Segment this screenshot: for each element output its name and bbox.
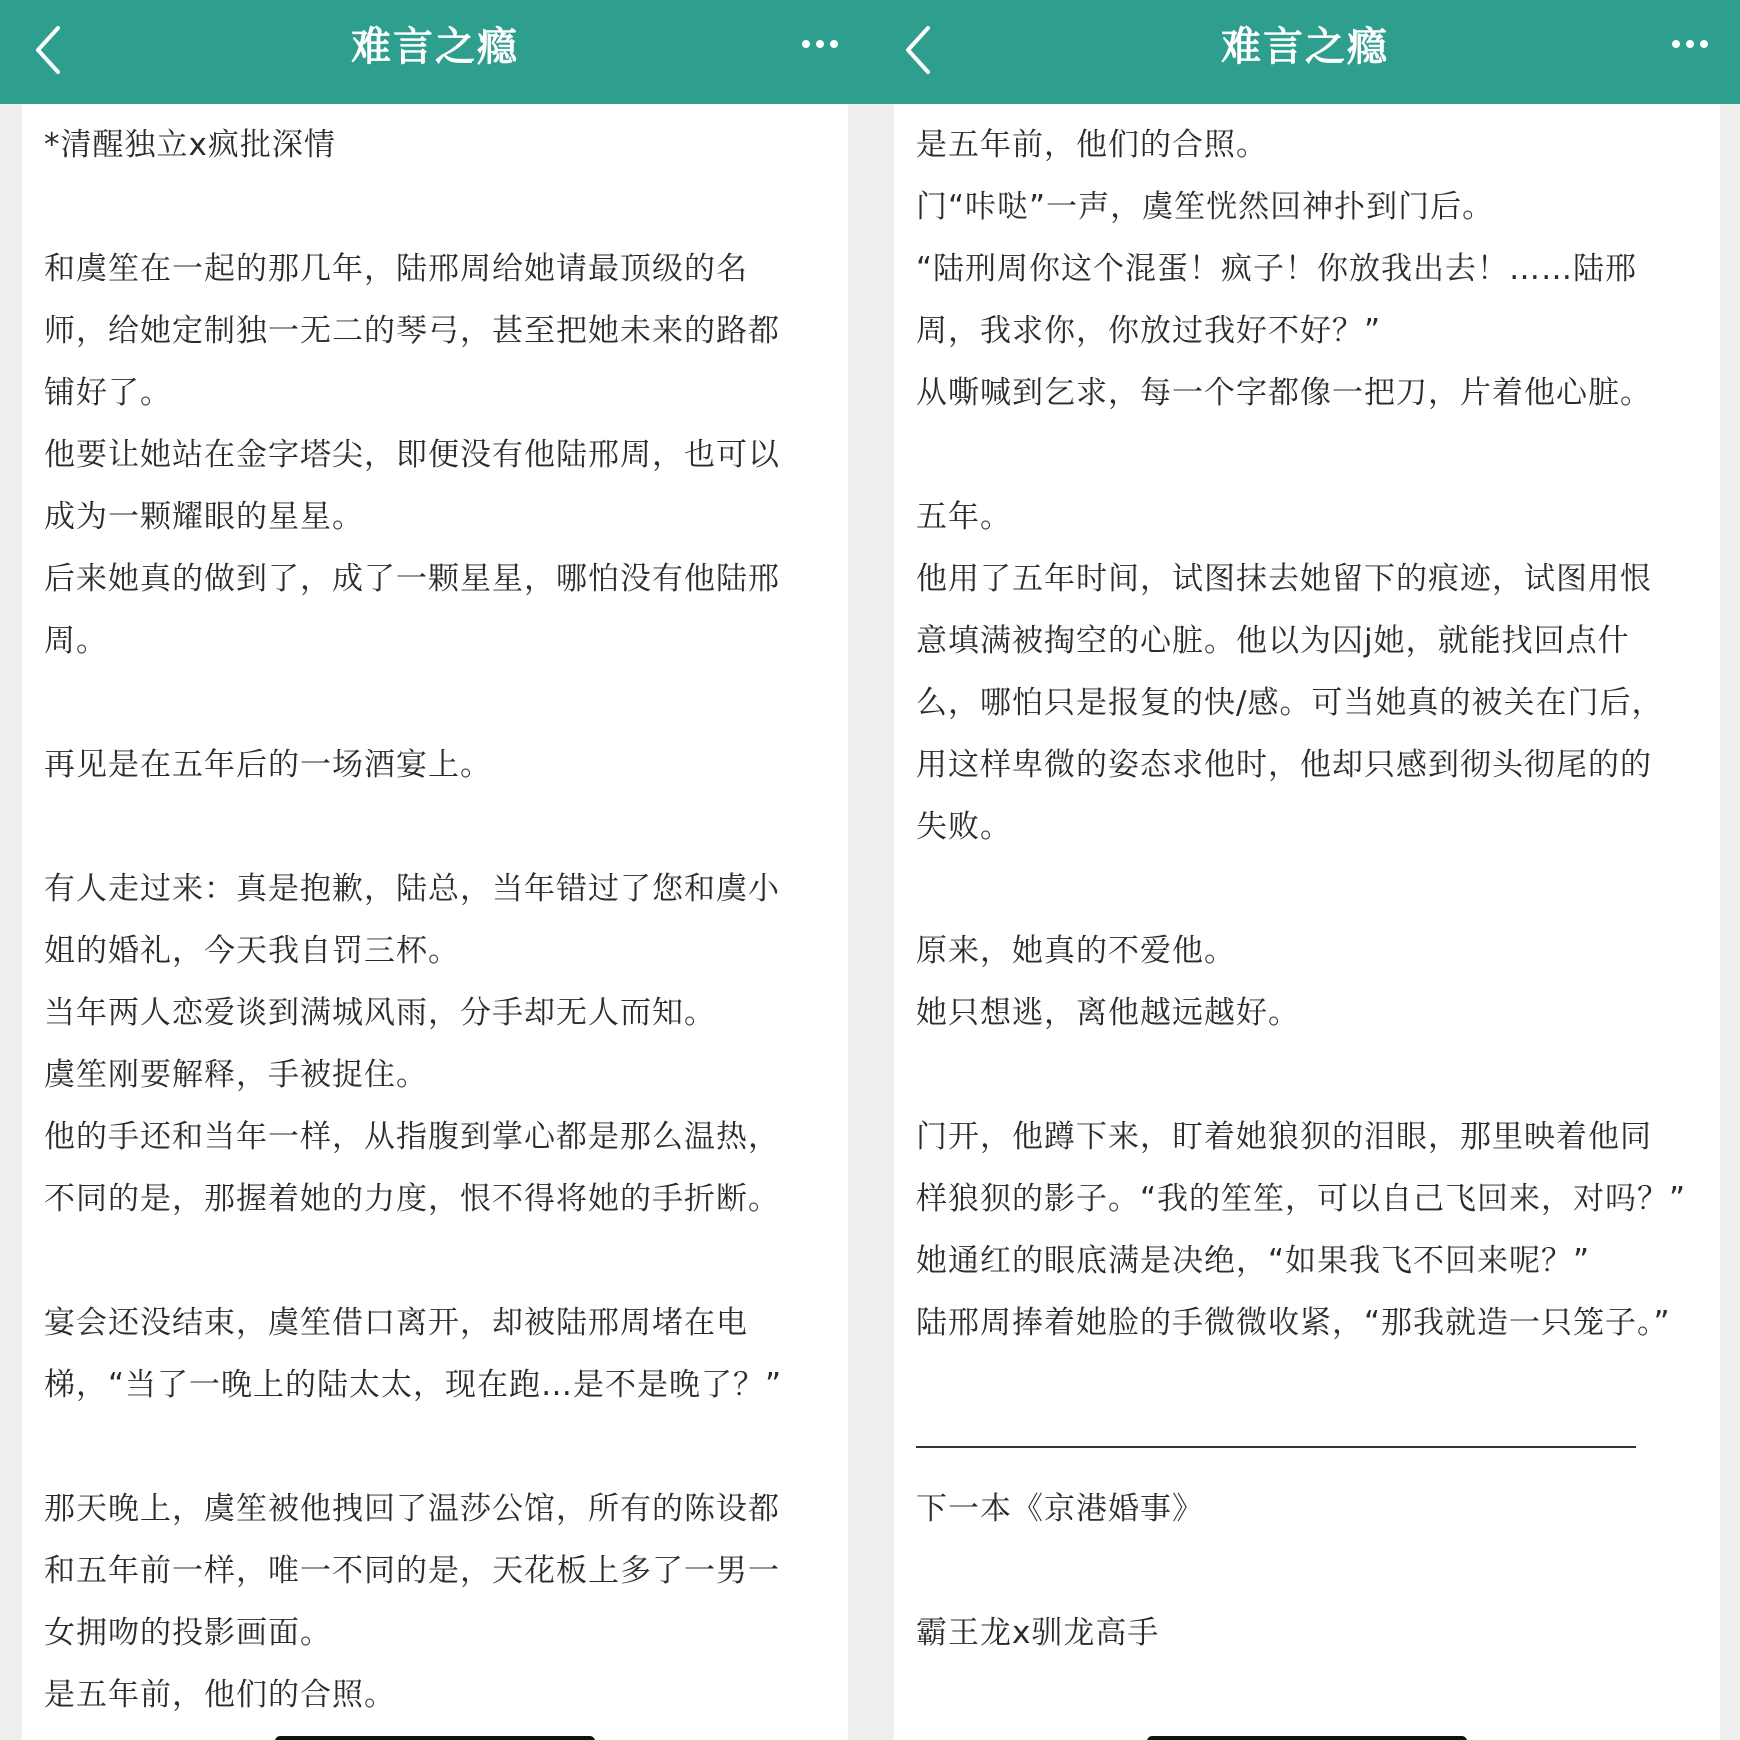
text-line: 他要让她站在金字塔尖，即便没有他陆邢周，也可以 bbox=[44, 437, 780, 473]
text-line: 霸王龙x驯龙高手 bbox=[916, 1615, 1160, 1651]
text-line: 宴会还没结束，虞笙借口离开，却被陆邢周堵在电 bbox=[44, 1305, 748, 1341]
blank-line bbox=[44, 672, 834, 734]
text-line: 虞笙刚要解释，手被捉住。 bbox=[44, 1057, 428, 1093]
more-icon[interactable] bbox=[1660, 24, 1720, 64]
blank-line bbox=[916, 1044, 1706, 1106]
text-line: 他的手还和当年一样，从指腹到掌心都是那么温热， bbox=[44, 1119, 780, 1155]
text-line: 姐的婚礼，今天我自罚三杯。 bbox=[44, 933, 460, 969]
text-line: 样狼狈的影子。“我的笙笙，可以自己飞回来，对吗？” bbox=[916, 1181, 1687, 1217]
blank-line bbox=[916, 1540, 1706, 1602]
text-line: 和五年前一样，唯一不同的是，天花板上多了一男一 bbox=[44, 1553, 780, 1589]
text-line: 梯，“当了一晚上的陆太太，现在跑…是不是晚了？” bbox=[44, 1367, 783, 1403]
app-header bbox=[870, 0, 1740, 104]
text-line: 意填满被掏空的心脏。他以为囚j她，就能找回点什 bbox=[916, 623, 1630, 659]
text-line: 是五年前，他们的合照。 bbox=[916, 127, 1268, 163]
text-line: 是五年前，他们的合照。 bbox=[44, 1677, 396, 1713]
home-indicator[interactable] bbox=[275, 1736, 595, 1740]
text-line: “陆刑周你这个混蛋！疯子！你放我出去！……陆邢 bbox=[916, 251, 1638, 287]
text-line: 她通红的眼底满是决绝，“如果我飞不回来呢？” bbox=[916, 1243, 1591, 1279]
blank-line bbox=[44, 1230, 834, 1292]
divider bbox=[916, 1446, 1636, 1448]
blank-line bbox=[44, 1416, 834, 1478]
blank-line bbox=[916, 858, 1706, 920]
text-line: 陆邢周捧着她脸的手微微收紧，“那我就造一只笼子。” bbox=[916, 1305, 1671, 1341]
home-indicator[interactable] bbox=[1147, 1736, 1467, 1740]
reading-page bbox=[22, 104, 848, 1740]
text-line: 她只想逃，离他越远越好。 bbox=[916, 995, 1300, 1031]
page-title: 难言之瘾 bbox=[351, 24, 519, 70]
text-line: 从嘶喊到乞求，每一个字都像一把刀，片着他心脏。 bbox=[916, 375, 1652, 411]
blank-line bbox=[44, 176, 834, 238]
blank-line bbox=[916, 1354, 1706, 1416]
text-line: 门“咔哒”一声，虞笙恍然回神扑到门后。 bbox=[916, 189, 1495, 225]
app-header bbox=[0, 0, 870, 104]
text-line: 周。 bbox=[44, 623, 108, 659]
text-line: 铺好了。 bbox=[44, 375, 172, 411]
text-line: 有人走过来：真是抱歉，陆总，当年错过了您和虞小 bbox=[44, 871, 780, 907]
blank-line bbox=[44, 796, 834, 858]
text-line: 周，我求你，你放过我好不好？” bbox=[916, 313, 1382, 349]
right-screen bbox=[870, 0, 1740, 1740]
text-line: *清醒独立x疯批深情 bbox=[44, 127, 336, 163]
blank-line bbox=[916, 424, 1706, 486]
page-title: 难言之瘾 bbox=[1221, 24, 1389, 70]
text-line: 五年。 bbox=[916, 499, 1012, 535]
text-line: 么，哪怕只是报复的快/感。可当她真的被关在门后， bbox=[916, 685, 1664, 721]
text-line: 不同的是，那握着她的力度，恨不得将她的手折断。 bbox=[44, 1181, 780, 1217]
text-line: 和虞笙在一起的那几年，陆邢周给她请最顶级的名 bbox=[44, 251, 748, 287]
text-line: 下一本《京港婚事》 bbox=[916, 1491, 1204, 1527]
text-line: 师，给她定制独一无二的琴弓，甚至把她未来的路都 bbox=[44, 313, 780, 349]
text-line: 门开，他蹲下来，盯着她狼狈的泪眼，那里映着他同 bbox=[916, 1119, 1652, 1155]
text-lines bbox=[44, 114, 834, 1726]
text-lines bbox=[916, 114, 1706, 1664]
text-line: 当年两人恋爱谈到满城风雨，分手却无人而知。 bbox=[44, 995, 716, 1031]
text-line: 那天晚上，虞笙被他拽回了温莎公馆，所有的陈设都 bbox=[44, 1491, 780, 1527]
text-line: 用这样卑微的姿态求他时，他却只感到彻头彻尾的的 bbox=[916, 747, 1652, 783]
more-icon[interactable] bbox=[790, 24, 850, 64]
text-line: 失败。 bbox=[916, 809, 1012, 845]
text-line: 女拥吻的投影画面。 bbox=[44, 1615, 332, 1651]
text-line: 他用了五年时间，试图抹去她留下的痕迹，试图用恨 bbox=[916, 561, 1652, 597]
reading-page bbox=[894, 104, 1720, 1740]
text-line: 原来，她真的不爱他。 bbox=[916, 933, 1236, 969]
text-line: 再见是在五年后的一场酒宴上。 bbox=[44, 747, 492, 783]
text-line: 成为一颗耀眼的星星。 bbox=[44, 499, 364, 535]
text-line: 后来她真的做到了，成了一颗星星，哪怕没有他陆邢 bbox=[44, 561, 780, 597]
